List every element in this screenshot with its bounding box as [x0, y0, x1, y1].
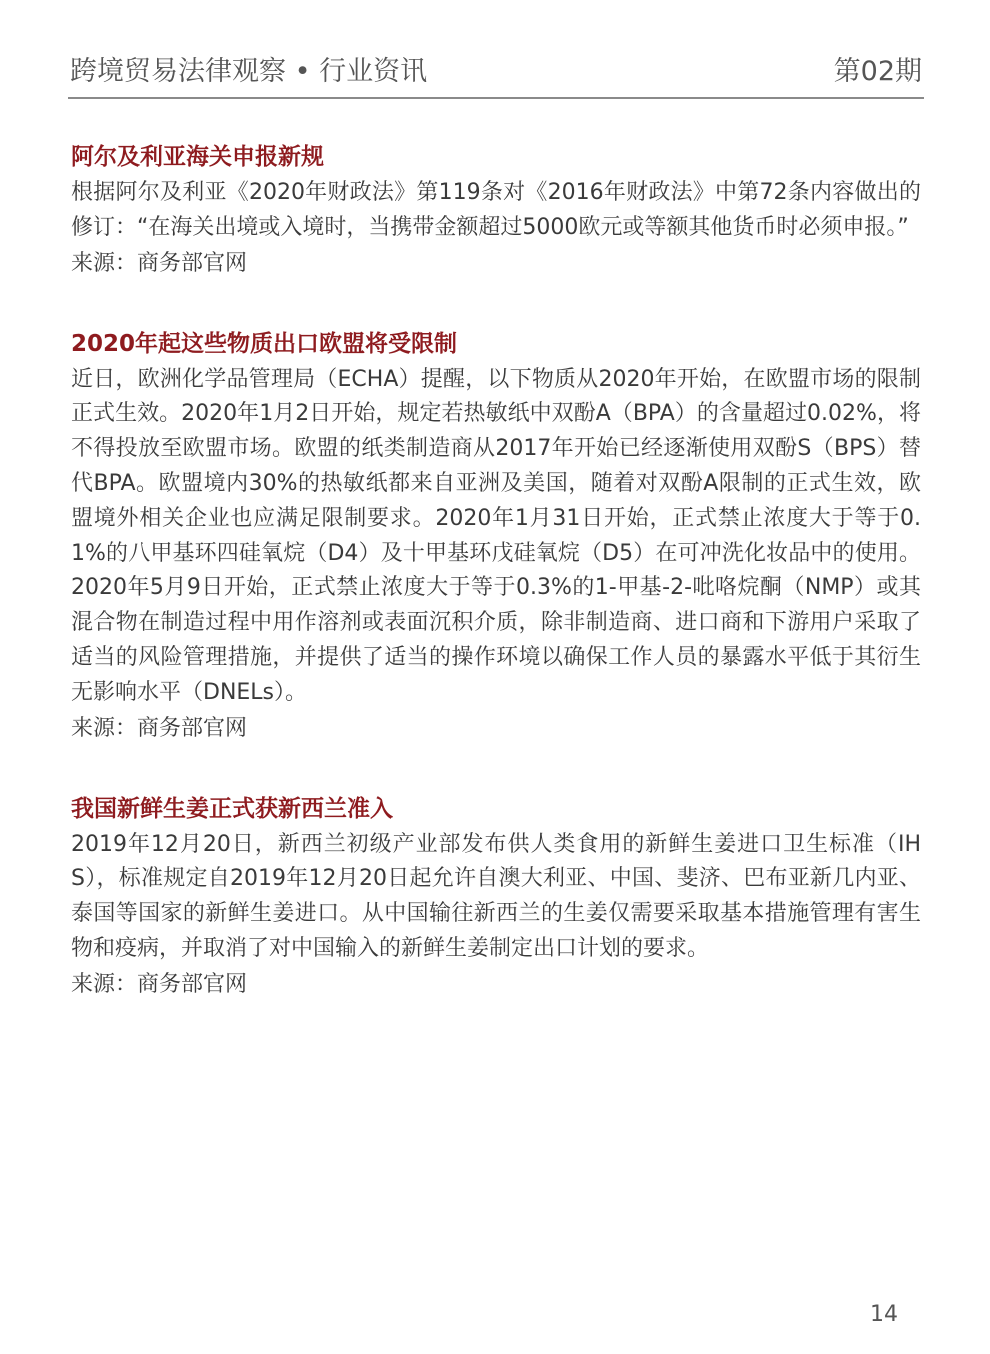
- article-body: 根据阿尔及利亚《2020年财政法》第119条对《2016年财政法》中第72条内容做出的修订：“在海关出境或入境时，当携带金额超过5000欧元或等额其他货币时必须申报。”: [71, 180, 921, 240]
- article-algeria-customs: [71, 138, 921, 281]
- article-source: 来源：商务部官网: [71, 250, 248, 276]
- article-body: 2019年12月20日，新西兰初级产业部发布供人类食用的新鲜生姜进口卫生标准（IHS），标准规定自2019年12月20日起允许自澳大利亚、中国、斐济、巴布亚新几内亚、泰国等国家的新鲜生姜进口。从中国输往新西兰的生姜仅需要采取基本措施管理有害生物和疫病，并取消了对中国输入的新鲜生姜制定出口计划的要求。: [71, 831, 921, 961]
- publication-title: 跨境贸易法律观察 • 行业资讯: [70, 56, 428, 87]
- article-title: 阿尔及利亚海关申报新规: [71, 144, 324, 170]
- page-header: [70, 52, 922, 96]
- article-source: 来源：商务部官网: [71, 715, 248, 741]
- article-body: 近日，欧洲化学品管理局（ECHA）提醒，以下物质从2020年开始，在欧盟市场的限制正式生效。2020年1月2日开始，规定若热敏纸中双酚A（BPA）的含量超过0.02%，将不得投放至欧盟市场。欧盟的纸类制造商从2017年开始已经逐渐使用双酚S（BPS）替代BPA。欧盟境内30%的热敏纸都来自亚洲及美国，随着对双酚A限制的正式生效，欧盟境外相关企业也应满足限制要求。2020年1月31日开始，正式禁止浓度大于等于0.1%的八甲基环四硅氧烷（D4）及十甲基环戊硅氧烷（D5）在可冲洗化妆品中的使用。2020年5月9日开始，正式禁止浓度大于等于0.3%的1-甲基-2-吡咯烷酮（NMP）或其混合物在制造过程中用作溶剂或表面沉积介质，除非制造商、进口商和下游用户采取了适当的风险管理措施，并提供了适当的操作环境以确保工作人员的暴露水平低于其衍生无影响水平（DNELs）。: [71, 366, 921, 705]
- article-title: 我国新鲜生姜正式获新西兰准入: [71, 795, 393, 822]
- article-list: [71, 138, 921, 1046]
- header-divider: [68, 97, 924, 99]
- article-eu-restrictions: [71, 325, 921, 746]
- article-title: 2020年起这些物质出口欧盟将受限制: [71, 330, 458, 357]
- page-number: 14: [870, 1302, 898, 1327]
- article-ginger-nz-access: [71, 790, 921, 1002]
- issue-number: 第02期: [833, 56, 922, 87]
- article-source: 来源：商务部官网: [71, 971, 248, 997]
